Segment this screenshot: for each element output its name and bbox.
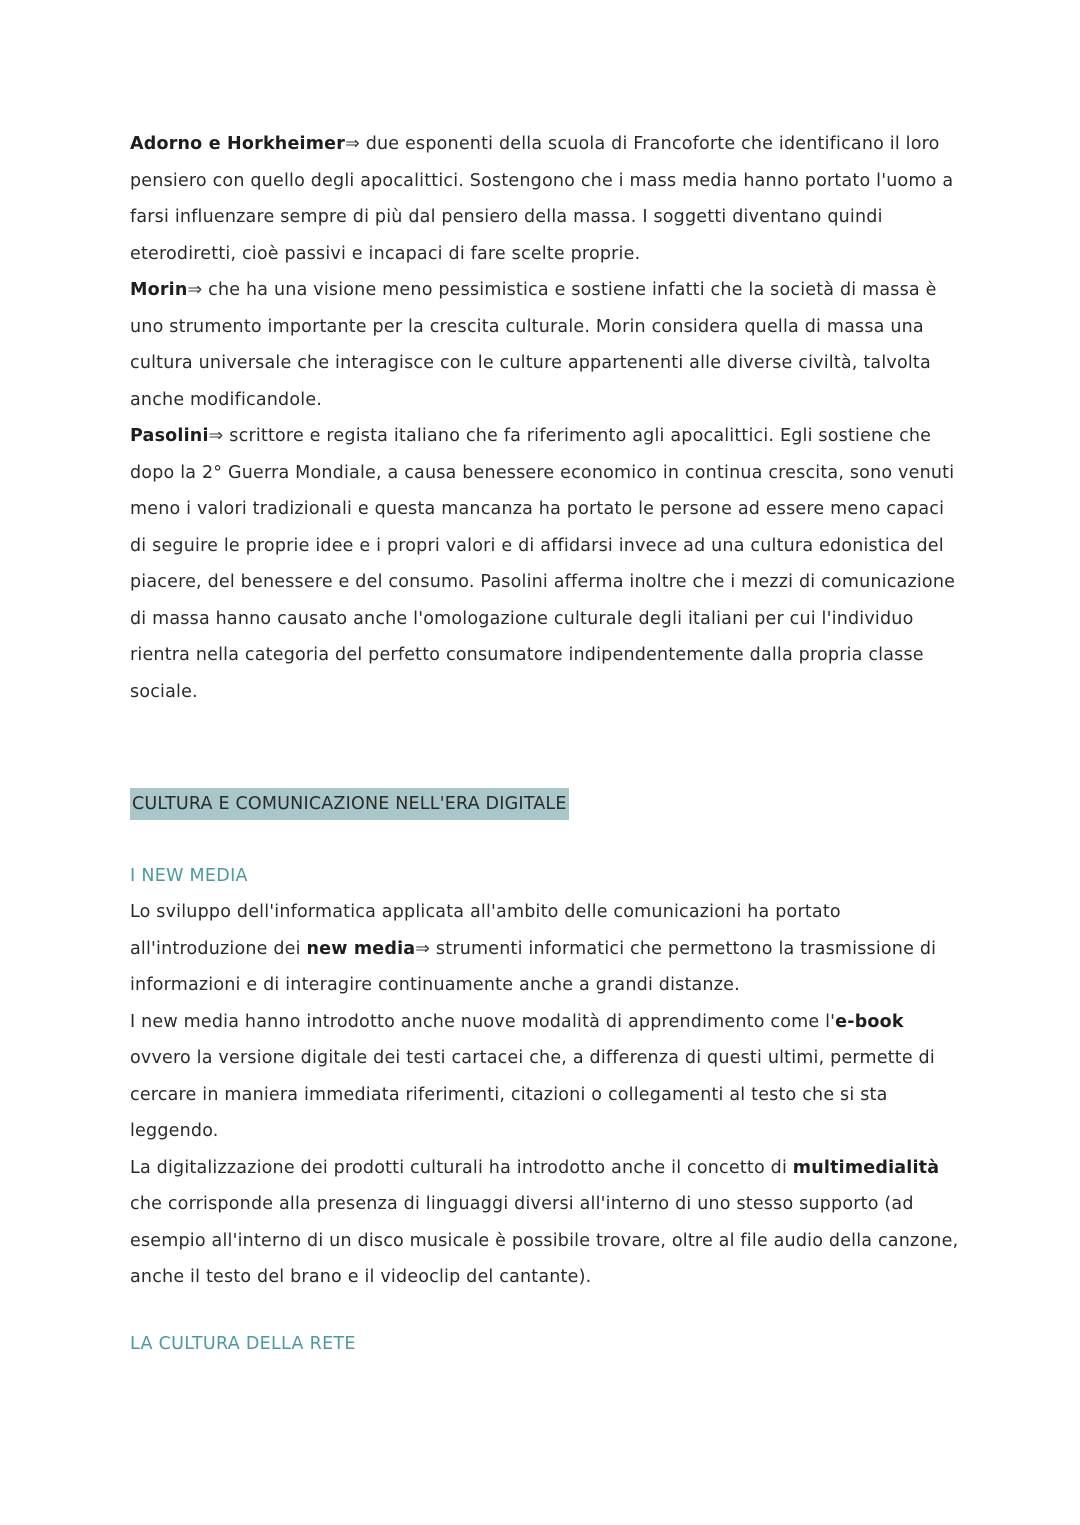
arrow-symbol: ⇒ xyxy=(208,426,224,446)
subtitle-new-media: I NEW MEDIA xyxy=(130,866,248,886)
arrow-symbol: ⇒ xyxy=(415,938,431,959)
paragraph-multimedialita xyxy=(130,1150,960,1296)
paragraph-text: che ha una visione meno pessimistica e sostiene infatti che la società di massa è uno strumento importante per la crescita culturale. Morin considera quella di massa una cultura universale che interagisce con le culture appartenenti alle diverse civiltà, talvolta anche modificandole. xyxy=(130,280,937,410)
paragraph-new-media-intro xyxy=(130,894,960,1004)
paragraph-text: I new media hanno introdotto anche nuove modalità di apprendimento come l' xyxy=(130,1011,836,1032)
paragraph-text: scrittore e regista italiano che fa riferimento agli apocalittici. Egli sostiene che dopo la 2° Guerra Mondiale, a causa benessere economico in continua crescita, sono venuti meno i valori tradizionali e questa mancanza ha portato le persone ad essere meno capaci di seguire le proprie idee e i propri valori e di affidarsi invece ad una cultura edonistica del piacere, del benessere e del consumo. Pasolini afferma inoltre che i mezzi di comunicazione di massa hanno causato anche l'omologazione culturale degli italiani per cui l'individuo rientra nella categoria del perfetto consumatore indipendentemente dalla propria classe sociale. xyxy=(130,426,956,702)
subtitle-cultura-rete: LA CULTURA DELLA RETE xyxy=(130,1333,356,1354)
section-title: CULTURA E COMUNICAZIONE NELL'ERA DIGITALE xyxy=(130,788,569,820)
arrow-symbol: ⇒ xyxy=(345,134,360,154)
paragraph-text: strumenti informatici che permettono la trasmissione di informazioni e di interagire continuamente anche a grandi distanze. xyxy=(130,938,937,995)
term-pasolini: Pasolini xyxy=(130,426,209,446)
paragraph-adorno-horkheimer xyxy=(130,126,960,272)
term-morin: Morin xyxy=(130,280,188,300)
term-multimedialita: multimedialità xyxy=(792,1157,940,1178)
term-adorno-horkheimer: Adorno e Horkheimer xyxy=(130,134,346,154)
paragraph-pasolini xyxy=(130,418,960,710)
paragraph-ebook xyxy=(130,1004,960,1150)
paragraph-text: Lo sviluppo dell'informatica applicata all'ambito delle comunicazioni ha portato all'introduzione dei xyxy=(130,902,841,959)
term-new-media: new media xyxy=(306,938,416,959)
paragraph-text: che corrisponde alla presenza di linguaggi diversi all'interno di uno stesso supporto (ad esempio all'interno di un disco musicale è possibile trovare, oltre al file audio della canzone, anche il testo del brano e il videoclip del cantante). xyxy=(130,1194,959,1287)
paragraph-morin xyxy=(130,272,960,418)
term-e-book: e-book xyxy=(835,1011,904,1032)
paragraph-text: ovvero la versione digitale dei testi cartacei che, a differenza di questi ultimi, permette di cercare in maniera immediata riferimenti, citazioni o collegamenti al testo che si sta leggendo. xyxy=(130,1048,935,1141)
paragraph-text: La digitalizzazione dei prodotti culturali ha introdotto anche il concetto di xyxy=(130,1157,793,1178)
document-page xyxy=(130,126,960,1362)
arrow-symbol: ⇒ xyxy=(187,280,203,300)
paragraph-text: due esponenti della scuola di Francoforte che identificano il loro pensiero con quello degli apocalittici. Sostengono che i mass media hanno portato l'uomo a farsi influenzare sempre di più dal pensiero della massa. I soggetti diventano quindi eterodiretti, cioè passivi e incapaci di fare scelte proprie. xyxy=(130,134,954,264)
